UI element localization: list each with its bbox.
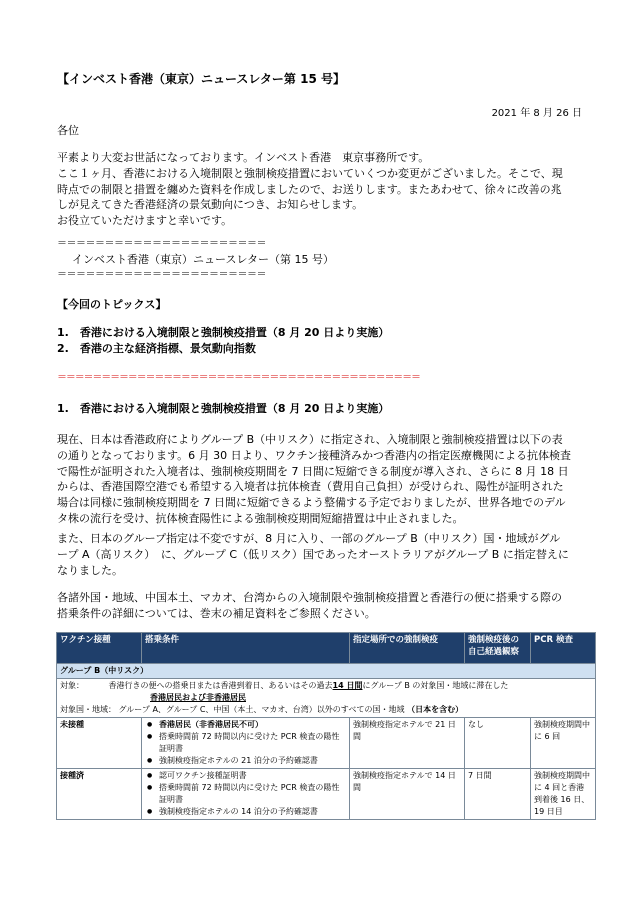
paragraph-line: 現在、日本は香港政府によりグループ B（中リスク）に指定され、入境制限と強制検疫措置は以下の表 [57,433,563,446]
newsletter-heading: インベスト香港（東京）ニュースレター（第 15 号） [72,253,334,266]
target-cell [57,679,596,718]
condition-item: ● 認可ワクチン接種証明書 [159,770,346,782]
condition-item: ● 香港居民（非香港居民不可） [159,719,346,731]
group-label: グループ B（中リスク） [57,664,596,679]
header-boarding-conditions: 搭乗条件 [142,633,350,664]
target-text-c: にグループ B の対象国・地域に滞在した [362,681,509,690]
red-divider: ＝＝＝＝＝＝＝＝＝＝＝＝＝＝＝＝＝＝＝＝＝＝＝＝＝＝＝＝＝＝＝＝＝＝＝＝＝＝＝＝＝ [57,372,420,383]
intro-line: しが見えてきた香港経済の景気動向につき、お知らせします。 [57,198,364,212]
quarantine-cell: 強制検疫指定ホテルで 21 日間 [350,718,465,769]
intro-line: 時点での制限と措置を纏めた資料を作成しましたので、お送りします。またあわせて、徐々に改善の兆 [57,182,562,196]
target-text-b: 14 日間 [332,681,363,690]
paragraph-line: タ株の流行を受け、抗体検査陽性による強制検疫期間短縮措置は中止されました。 [57,511,464,525]
intro-line: お役立ていただけますと幸いです。 [57,214,233,228]
observation-cell: 7 日間 [465,769,531,820]
section1-paragraph-2 [57,531,587,578]
paragraph-line: また、日本のグループ指定は不変ですが、8 月に入り、一部のグループ B（中リスク）国・地域がグル [57,532,561,545]
intro-paragraph [57,150,587,229]
region-label: 対象国・地域： [60,705,116,714]
divider-top: ＝＝＝＝＝＝＝＝＝＝＝＝＝＝＝＝＝＝＝＝＝＝ [57,238,266,249]
status-unvaccinated: 未接種 [57,718,142,769]
target-residents: 香港居民および非香港居民 [150,693,246,702]
paragraph-line: の通りとなっております。6 月 30 日より、ワクチン接種済みかつ香港内の指定医療機関による抗体検査 [57,448,572,462]
observation-cell: なし [465,718,531,769]
condition-item: ● 強制検疫指定ホテルの 14 泊分の予約確認書 [159,806,346,818]
paragraph-line: 搭乗条件の詳細については、巻末の補足資料をご参照ください。 [57,606,376,620]
section1-paragraph-3 [57,590,587,622]
topic-item-2: 2. 香港の主な経済指標、景気動向指数 [57,342,256,355]
topic-item-1: 1. 香港における入境制限と強制検疫措置（8 月 20 日より実施） [57,326,390,339]
condition-item: ● 搭乗時間前 72 時間以内に受けた PCR 検査の陽性証明書 [159,782,346,806]
section1-paragraph-1 [57,432,587,527]
paragraph-line: ープ A（高リスク） に、グループ C（低リスク）国であったオーストラリアがグループ B に指定替えに [57,547,569,561]
paragraph-line: なりました。 [57,563,123,577]
header-self-monitoring: 強制検疫後の 自己経過観察 [465,633,531,664]
target-label: 対象： [60,681,84,690]
status-vaccinated: 接種済 [57,769,142,820]
pcr-cell: 強制検疫期間中に 4 回と香港到着後 16 日、19 日目 [531,769,596,820]
quarantine-cell: 強制検疫指定ホテルで 14 日間 [350,769,465,820]
header-designated-quarantine: 指定場所での強制検疫 [350,633,465,664]
target-text-a: 香港行きの便への搭乗日または香港到着日、あるいはその過去 [108,681,333,690]
paragraph-line: 場合は同様に強制検疫期間を 7 日間に短縮できるよう整備する予定でおりましたが、世界各地でのデル [57,496,566,510]
table-row [57,718,596,769]
pcr-cell: 強制検疫期間中に 6 回 [531,718,596,769]
intro-line: ここ１ヶ月、香港における入境制限と強制検疫措置においていくつか変更がございました。そこで、現 [57,166,563,180]
issue-date: 2021 年 8 月 26 日 [491,108,582,119]
region-note: （日本を含む） [407,705,464,714]
table-row [57,769,596,820]
paragraph-line: からは、香港国際空港でも希望する入境者は抗体検査（費用自己負担）が受けられ、陽性が証明された [57,480,564,494]
conditions-cell [142,769,350,820]
group-row [57,664,596,679]
section1-heading: 1. 香港における入境制限と強制検疫措置（8 月 20 日より実施） [57,402,390,415]
newsletter-title: 【インベスト香港（東京）ニュースレター第 15 号】 [57,72,345,86]
salutation: 各位 [57,124,79,137]
divider-bottom: ＝＝＝＝＝＝＝＝＝＝＝＝＝＝＝＝＝＝＝＝＝＝ [57,269,266,280]
entry-restrictions-table [56,632,596,820]
conditions-cell [142,718,350,769]
paragraph-line: 各諸外国・地域、中国本土、マカオ、台湾からの入境制限や強制検疫措置と香港行の便に搭乗する際の [57,591,563,604]
condition-item: ● 搭乗時間前 72 時間以内に受けた PCR 検査の陽性証明書 [159,731,346,755]
region-text: グループ A、グループ C、中国（本土、マカオ、台湾）以外のすべての国・地域 [118,705,405,714]
condition-item: ● 強制検疫指定ホテルの 21 泊分の予約確認書 [159,755,346,767]
topics-heading: 【今回のトピックス】 [57,298,167,311]
target-row [57,679,596,718]
table-header-row [57,633,596,664]
intro-line: 平素より大変お世話になっております。インベスト香港 東京事務所です。 [57,151,430,164]
header-vaccination: ワクチン接種 [57,633,142,664]
header-pcr-test: PCR 検査 [531,633,596,664]
paragraph-line: で陽性が証明された入境者は、強制検疫期間を 7 日間に短縮できる制度が導入され、さらに 8 月 18 日 [57,464,569,478]
